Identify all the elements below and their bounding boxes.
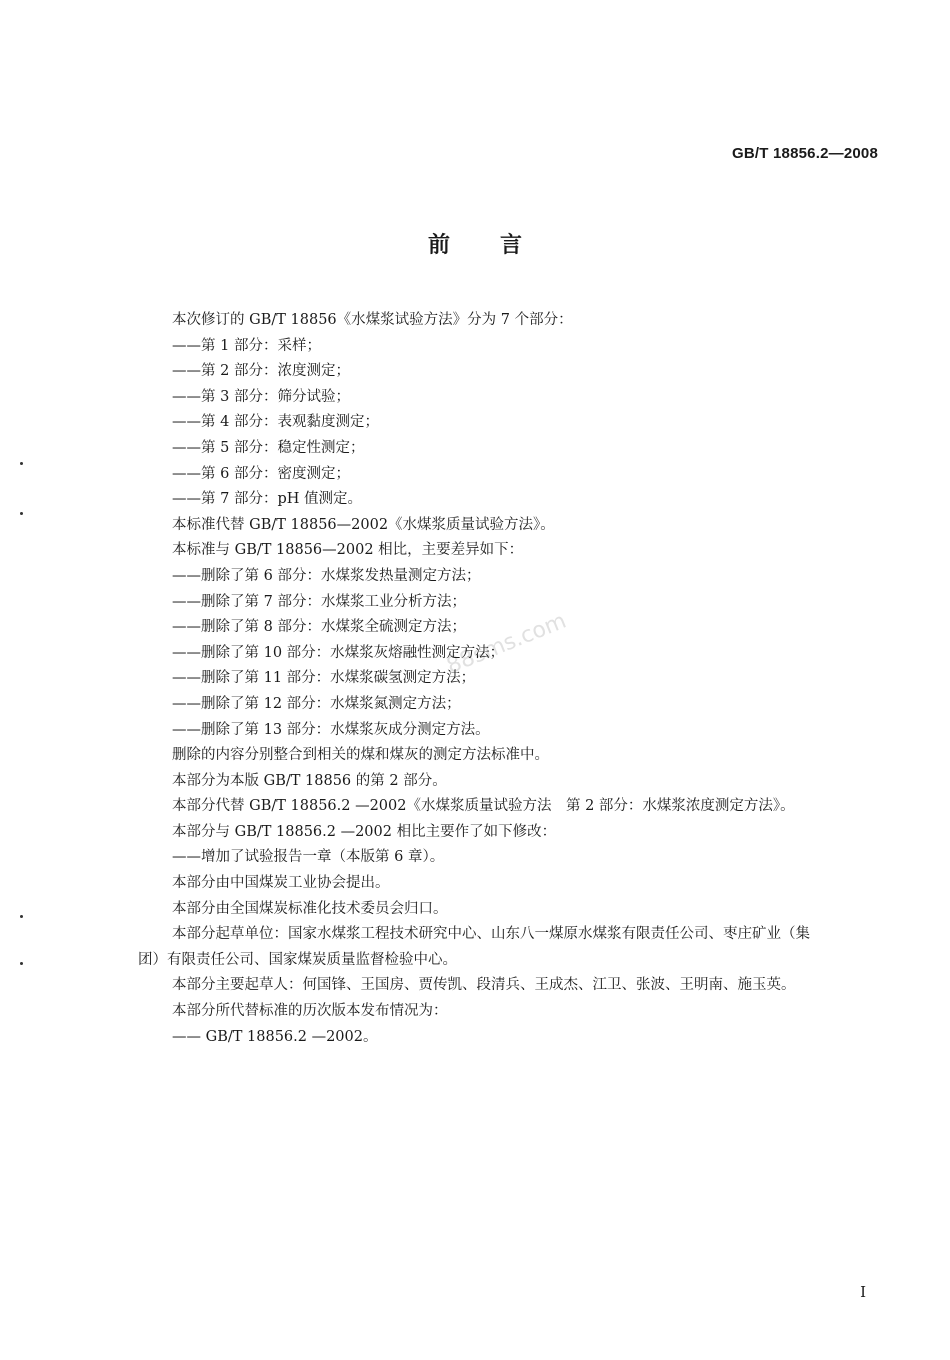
list-item: ——第 5 部分：稳定性测定； (172, 439, 365, 456)
list-item: ——删除了第 8 部分：水煤浆全硫测定方法； (172, 619, 466, 636)
margin-mark (20, 915, 23, 918)
paragraph: 本标准代替 GB/T 18856—2002《水煤浆质量试验方法》。 (172, 516, 555, 533)
paragraph: 本部分主要起草人：何国锋、王国房、贾传凯、段清兵、王成杰、江卫、张波、王明南、施玉英。 (172, 977, 796, 994)
list-item: ——第 3 部分：筛分试验； (172, 388, 350, 405)
list-item: ——第 4 部分：表观黏度测定； (172, 414, 379, 431)
list-item: —— GB/T 18856.2 —2002。 (172, 1028, 378, 1045)
paragraph: 本次修订的 GB/T 18856《水煤浆试验方法》分为 7 个部分： (172, 312, 573, 328)
foreword-body (138, 308, 888, 1050)
paragraph: 本部分为本版 GB/T 18856 的第 2 部分。 (172, 772, 447, 789)
list-item: ——删除了第 12 部分：水煤浆氮测定方法； (172, 695, 461, 712)
paragraph: 删除的内容分别整合到相关的煤和煤灰的测定方法标准中。 (172, 747, 549, 764)
margin-mark (20, 462, 23, 465)
margin-mark (20, 962, 23, 965)
list-item: ——第 6 部分：密度测定； (172, 465, 350, 482)
list-item: ——删除了第 10 部分：水煤浆灰熔融性测定方法； (172, 644, 505, 661)
list-item: ——删除了第 7 部分：水煤浆工业分析方法； (172, 593, 466, 610)
list-item: ——第 1 部分：采样； (172, 337, 321, 354)
paragraph: 本部分起草单位：国家水煤浆工程技术研究中心、山东八一煤原水煤浆有限责任公司、枣庄矿业（集 (172, 926, 810, 943)
paragraph: 本部分由中国煤炭工业协会提出。 (172, 875, 390, 892)
paragraph: 本部分代替 GB/T 18856.2 —2002《水煤浆质量试验方法 第 2 部分：水煤浆浓度测定方法》。 (172, 798, 795, 815)
list-item: ——删除了第 6 部分：水煤浆发热量测定方法； (172, 567, 481, 584)
margin-mark (20, 512, 23, 515)
watermark: 88sms.com (443, 608, 570, 680)
list-item: ——删除了第 11 部分：水煤浆碳氢测定方法； (172, 670, 476, 687)
standard-code: GB/T 18856.2—2008 (732, 145, 878, 162)
list-item: ——删除了第 13 部分：水煤浆灰成分测定方法。 (172, 721, 490, 738)
list-item: ——第 7 部分：pH 值测定。 (172, 491, 362, 508)
paragraph: 本部分由全国煤炭标准化技术委员会归口。 (172, 900, 448, 917)
paragraph: 团）有限责任公司、国家煤炭质量监督检验中心。 (138, 951, 457, 968)
list-item: ——增加了试验报告一章（本版第 6 章）。 (172, 849, 445, 866)
paragraph: 本部分与 GB/T 18856.2 —2002 相比主要作了如下修改： (172, 823, 557, 840)
list-item: ——第 2 部分：浓度测定； (172, 363, 350, 380)
paragraph: 本部分所代替标准的历次版本发布情况为： (172, 1003, 448, 1020)
paragraph: 本标准与 GB/T 18856—2002 相比，主要差异如下： (172, 542, 524, 559)
page-number: I (860, 1283, 866, 1301)
page-title: 前言 (427, 233, 572, 258)
